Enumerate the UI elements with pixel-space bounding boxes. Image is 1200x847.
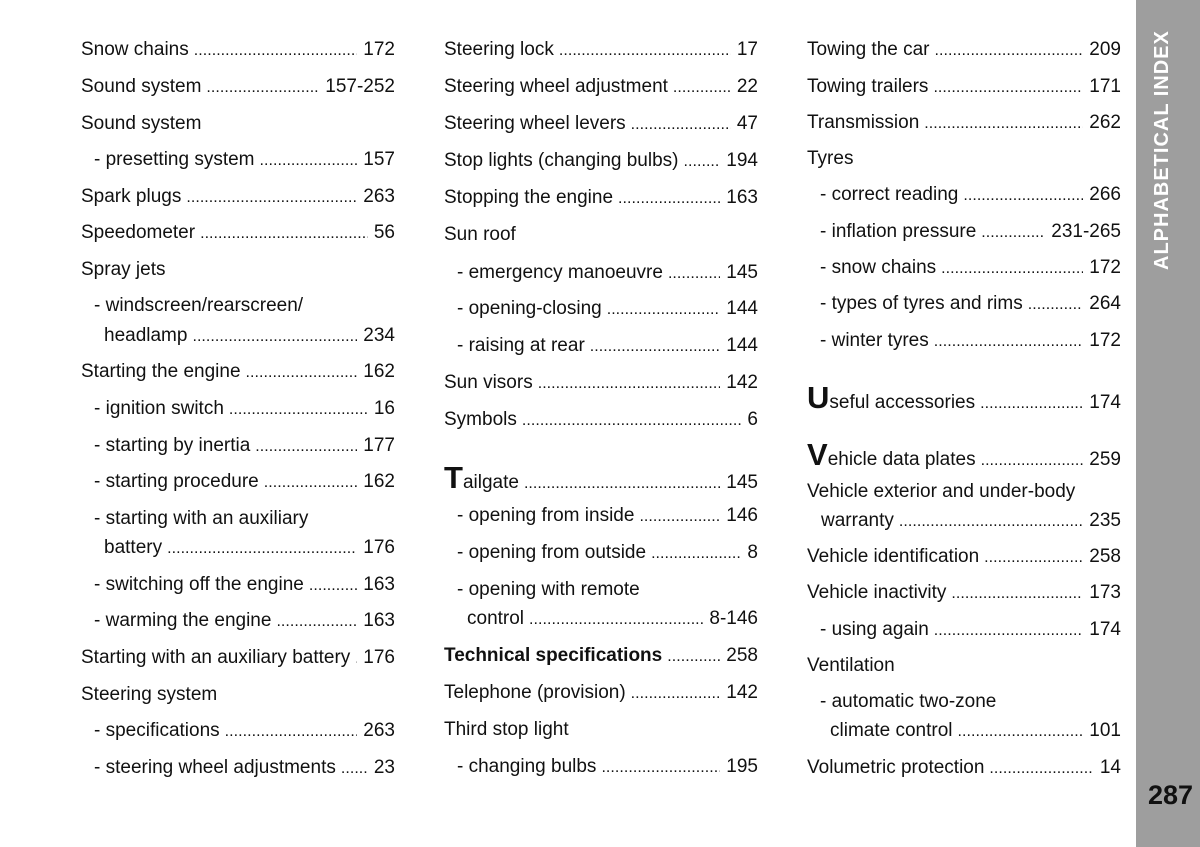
entry-label: - starting procedure (94, 471, 259, 492)
entry-page-number: 23 (373, 757, 395, 778)
dot-leader (225, 720, 358, 743)
index-entry-using-again (807, 619, 1121, 642)
entry-page-number: 22 (736, 76, 758, 97)
entry-label: Vehicle data plates (807, 437, 976, 472)
entry-page-number: 173 (1089, 582, 1121, 603)
entry-label: Starting the engine (81, 361, 241, 382)
entry-page-number: 56 (373, 222, 395, 243)
entry-page-number: 263 (363, 720, 395, 741)
entry-label: - changing bulbs (457, 756, 597, 777)
index-entry-stopping-the-engine (444, 187, 758, 210)
dot-leader (341, 757, 368, 780)
index-entry-types-of-tyres-and-rims (807, 293, 1121, 316)
index-entry-opening-from-outside (444, 542, 758, 565)
index-entry-vehicle-data-plates (807, 437, 1121, 472)
entry-page-number: 8 (747, 542, 758, 563)
entry-page-number: 6 (747, 409, 758, 430)
entry-page-number: 163 (363, 610, 395, 631)
entry-label: Steering wheel adjustment (444, 76, 668, 97)
index-entry-sun-visors (444, 372, 758, 395)
index-entry-specifications (81, 720, 395, 743)
index-entry-steering-wheel-adjustments (81, 757, 395, 780)
entry-label: Steering wheel levers (444, 113, 626, 134)
entry-label: Steering lock (444, 39, 554, 60)
index-entry-tyres (807, 148, 1121, 170)
index-entry-starting-with-an-auxiliary-battery (81, 647, 395, 670)
dot-leader (206, 76, 319, 99)
entry-label: Tailgate (444, 460, 519, 495)
entry-label: - opening-closing (457, 298, 602, 319)
entry-label: Transmission (807, 112, 920, 133)
index-entry-starting-procedure (81, 471, 395, 494)
dot-leader (673, 76, 731, 99)
entry-page-number: 172 (1089, 330, 1121, 351)
index-entry-presetting-system (81, 149, 395, 172)
entry-page-number: 171 (1089, 76, 1121, 97)
entry-page-number: 209 (1089, 39, 1121, 60)
index-entry-inflation-pressure (807, 221, 1121, 244)
index-entry-battery (81, 537, 395, 560)
entry-label: - types of tyres and rims (820, 293, 1023, 314)
entry-label: Vehicle inactivity (807, 582, 947, 603)
entry-page-number: 176 (363, 537, 395, 558)
dot-leader (255, 435, 357, 458)
index-entry-vehicle-exterior-and-under-body (807, 481, 1121, 503)
side-tab-label: ALPHABETICAL INDEX (1151, 30, 1173, 270)
entry-label: warranty (821, 510, 894, 531)
dot-leader (639, 505, 720, 528)
entry-page-number: 266 (1089, 184, 1121, 205)
entry-page-number: 16 (373, 398, 395, 419)
index-entry-spark-plugs (81, 186, 395, 209)
entry-page-number: 235 (1089, 510, 1121, 531)
index-entry-switching-off-the-engine (81, 574, 395, 597)
dot-leader (264, 471, 358, 494)
entry-label: Symbols (444, 409, 517, 430)
index-entry-windscreen-rearscreen (81, 295, 395, 317)
entry-label: - correct reading (820, 184, 959, 205)
index-entry-steering-lock (444, 39, 758, 62)
dot-leader (631, 682, 721, 705)
entry-page-number: 142 (726, 372, 758, 393)
entry-label: - ignition switch (94, 398, 224, 419)
entry-label: Sun roof (444, 224, 516, 245)
dot-leader (559, 39, 731, 62)
index-column-2 (444, 0, 758, 847)
entry-label: - emergency manoeuvre (457, 262, 663, 283)
entry-initial-letter: T (444, 460, 463, 495)
entry-label: - starting by inertia (94, 435, 251, 456)
entry-page-number: 145 (726, 262, 758, 283)
index-entry-automatic-two-zone (807, 691, 1121, 713)
index-entry-ignition-switch (81, 398, 395, 421)
entry-label: Spray jets (81, 259, 166, 280)
entry-label: Sun visors (444, 372, 533, 393)
entry-page-number: 234 (363, 325, 395, 346)
entry-label: - presetting system (94, 149, 255, 170)
entry-label: - inflation pressure (820, 221, 977, 242)
entry-label: - warming the engine (94, 610, 272, 631)
dot-leader (590, 335, 721, 358)
index-entry-transmission (807, 112, 1121, 135)
dot-leader (667, 645, 720, 668)
entry-page-number: 144 (726, 298, 758, 319)
entry-label: - opening from inside (457, 505, 635, 526)
dot-leader (524, 472, 720, 495)
entry-label: Sound system (81, 113, 202, 134)
dot-leader (958, 720, 1084, 743)
entry-page-number: 157 (363, 149, 395, 170)
entry-label: - opening from outside (457, 542, 647, 563)
entry-page-number: 17 (736, 39, 758, 60)
index-entry-steering-system (81, 684, 395, 706)
index-entry-tailgate (444, 460, 758, 495)
entry-label: - raising at rear (457, 335, 585, 356)
entry-label: - starting with an auxiliary (94, 508, 309, 529)
entry-label: Speedometer (81, 222, 196, 243)
entry-page-number: 174 (1089, 619, 1121, 640)
entry-initial-letter: U (807, 380, 830, 415)
index-entry-winter-tyres (807, 330, 1121, 353)
entry-page-number: 172 (1089, 257, 1121, 278)
index-entry-warranty (807, 510, 1121, 533)
entry-label: Useful accessories (807, 380, 976, 415)
entry-page-number: 163 (726, 187, 758, 208)
index-entry-steering-wheel-adjustment (444, 76, 758, 99)
entry-page-number: 145 (726, 472, 758, 493)
entry-page-number: 162 (363, 471, 395, 492)
dot-leader (934, 619, 1084, 642)
entry-page-number: 264 (1089, 293, 1121, 314)
entry-label: Sound system (81, 76, 202, 97)
index-entry-sound-system (81, 113, 395, 135)
dot-leader (631, 113, 731, 136)
entry-page-number: 177 (363, 435, 395, 456)
index-entry-snow-chains (807, 257, 1121, 280)
index-entry-towing-the-car (807, 39, 1121, 62)
entry-label: Technical specifications (444, 645, 663, 666)
entry-label: headlamp (104, 325, 188, 346)
entry-page-number: 195 (726, 756, 758, 777)
entry-label: Vehicle exterior and under-body (807, 481, 1076, 502)
entry-label: Steering system (81, 684, 218, 705)
entry-label: - winter tyres (820, 330, 929, 351)
dot-leader (246, 361, 358, 384)
entry-label: - snow chains (820, 257, 937, 278)
index-entry-snow-chains (81, 39, 395, 62)
dot-leader (683, 150, 720, 173)
entry-label: - specifications (94, 720, 220, 741)
index-entry-opening-from-inside (444, 505, 758, 528)
entry-label: - automatic two-zone (820, 691, 997, 712)
entry-page-number: 172 (363, 39, 395, 60)
entry-page-number: 162 (363, 361, 395, 382)
dot-leader (941, 257, 1083, 280)
index-entry-technical-specifications (444, 645, 758, 668)
dot-leader (989, 757, 1093, 780)
entry-page-number: 262 (1089, 112, 1121, 133)
dot-leader (260, 149, 358, 172)
dot-leader (200, 222, 368, 245)
dot-leader (1028, 293, 1084, 316)
dot-leader (309, 574, 357, 597)
entry-page-number: 259 (1089, 449, 1121, 470)
entry-label: - switching off the engine (94, 574, 304, 595)
dot-leader (601, 756, 720, 779)
dot-leader (981, 449, 1084, 472)
index-entry-starting-by-inertia (81, 435, 395, 458)
index-entry-opening-closing (444, 298, 758, 321)
index-entry-sun-roof (444, 224, 758, 246)
entry-label: - steering wheel adjustments (94, 757, 336, 778)
entry-label: Snow chains (81, 39, 189, 60)
dot-leader (651, 542, 741, 565)
entry-label: Towing trailers (807, 76, 929, 97)
dot-leader (167, 537, 357, 560)
dot-leader (951, 582, 1083, 605)
index-entry-changing-bulbs (444, 756, 758, 779)
page-number: 287 (1148, 780, 1194, 810)
dot-leader (229, 398, 368, 421)
index-column-1 (81, 0, 395, 847)
entry-initial-letter: V (807, 437, 828, 472)
index-entry-stop-lights-changing-bulbs (444, 150, 758, 173)
dot-leader (529, 608, 703, 631)
dot-leader (899, 510, 1083, 533)
index-entry-towing-trailers (807, 76, 1121, 99)
index-entry-symbols (444, 409, 758, 432)
index-entry-vehicle-identification (807, 546, 1121, 569)
dot-leader (538, 372, 721, 395)
index-entry-third-stop-light (444, 719, 758, 741)
entry-page-number: 8-146 (709, 608, 758, 629)
index-entry-climate-control (807, 720, 1121, 743)
entry-label: - using again (820, 619, 929, 640)
entry-label: battery (104, 537, 163, 558)
entry-page-number: 144 (726, 335, 758, 356)
entry-label: Spark plugs (81, 186, 182, 207)
dot-leader (935, 39, 1084, 62)
index-entry-warming-the-engine (81, 610, 395, 633)
entry-page-number: 47 (736, 113, 758, 134)
entry-label: Stopping the engine (444, 187, 614, 208)
index-entry-control (444, 608, 758, 631)
entry-label: Third stop light (444, 719, 569, 740)
entry-page-number: 146 (726, 505, 758, 526)
entry-page-number: 263 (363, 186, 395, 207)
index-entry-emergency-manoeuvre (444, 262, 758, 285)
dot-leader (522, 409, 742, 432)
index-entry-starting-with-an-auxiliary (81, 508, 395, 530)
dot-leader (192, 325, 357, 348)
dot-leader (924, 112, 1083, 135)
entry-page-number: 258 (726, 645, 758, 666)
index-entry-telephone-provision (444, 682, 758, 705)
index-entry-starting-the-engine (81, 361, 395, 384)
dot-leader (980, 392, 1083, 415)
entry-page-number: 14 (1099, 757, 1121, 778)
index-entry-steering-wheel-levers (444, 113, 758, 136)
index-entry-opening-with-remote (444, 579, 758, 601)
index-entry-useful-accessories (807, 380, 1121, 415)
index-entry-speedometer (81, 222, 395, 245)
entry-page-number: 194 (726, 150, 758, 171)
entry-label: - windscreen/rearscreen/ (94, 295, 304, 316)
dot-leader (668, 262, 720, 285)
entry-page-number: 157-252 (325, 76, 395, 97)
dot-leader (984, 546, 1083, 569)
dot-leader (933, 76, 1083, 99)
entry-page-number: 231-265 (1051, 221, 1121, 242)
dot-leader (981, 221, 1045, 244)
index-entry-correct-reading (807, 184, 1121, 207)
index-entry-headlamp (81, 325, 395, 348)
dot-leader (186, 186, 357, 209)
index-entry-spray-jets (81, 259, 395, 281)
dot-leader (276, 610, 357, 633)
entry-page-number: 174 (1089, 392, 1121, 413)
index-entry-sound-system (81, 76, 395, 99)
entry-label: Stop lights (changing bulbs) (444, 150, 679, 171)
entry-label: control (467, 608, 525, 629)
entry-page-number: 258 (1089, 546, 1121, 567)
entry-label: Tyres (807, 148, 854, 169)
entry-page-number: 101 (1089, 720, 1121, 741)
dot-leader (194, 39, 358, 62)
entry-label: - opening with remote (457, 579, 640, 600)
entry-label: Vehicle identification (807, 546, 980, 567)
entry-label: Volumetric protection (807, 757, 985, 778)
index-entry-raising-at-rear (444, 335, 758, 358)
entry-page-number: 176 (363, 647, 395, 668)
dot-leader (934, 330, 1084, 353)
entry-label: Telephone (provision) (444, 682, 626, 703)
entry-page-number: 163 (363, 574, 395, 595)
dot-leader (618, 187, 720, 210)
entry-label: Towing the car (807, 39, 930, 60)
dot-leader (963, 184, 1083, 207)
entry-label: climate control (830, 720, 953, 741)
index-column-3 (807, 0, 1121, 847)
entry-page-number: 142 (726, 682, 758, 703)
index-entry-ventilation (807, 655, 1121, 677)
index-entry-volumetric-protection (807, 757, 1121, 780)
index-entry-vehicle-inactivity (807, 582, 1121, 605)
dot-leader (607, 298, 721, 321)
entry-label: Starting with an auxiliary battery (81, 647, 351, 668)
entry-label: Ventilation (807, 655, 895, 676)
dot-leader (355, 647, 357, 670)
